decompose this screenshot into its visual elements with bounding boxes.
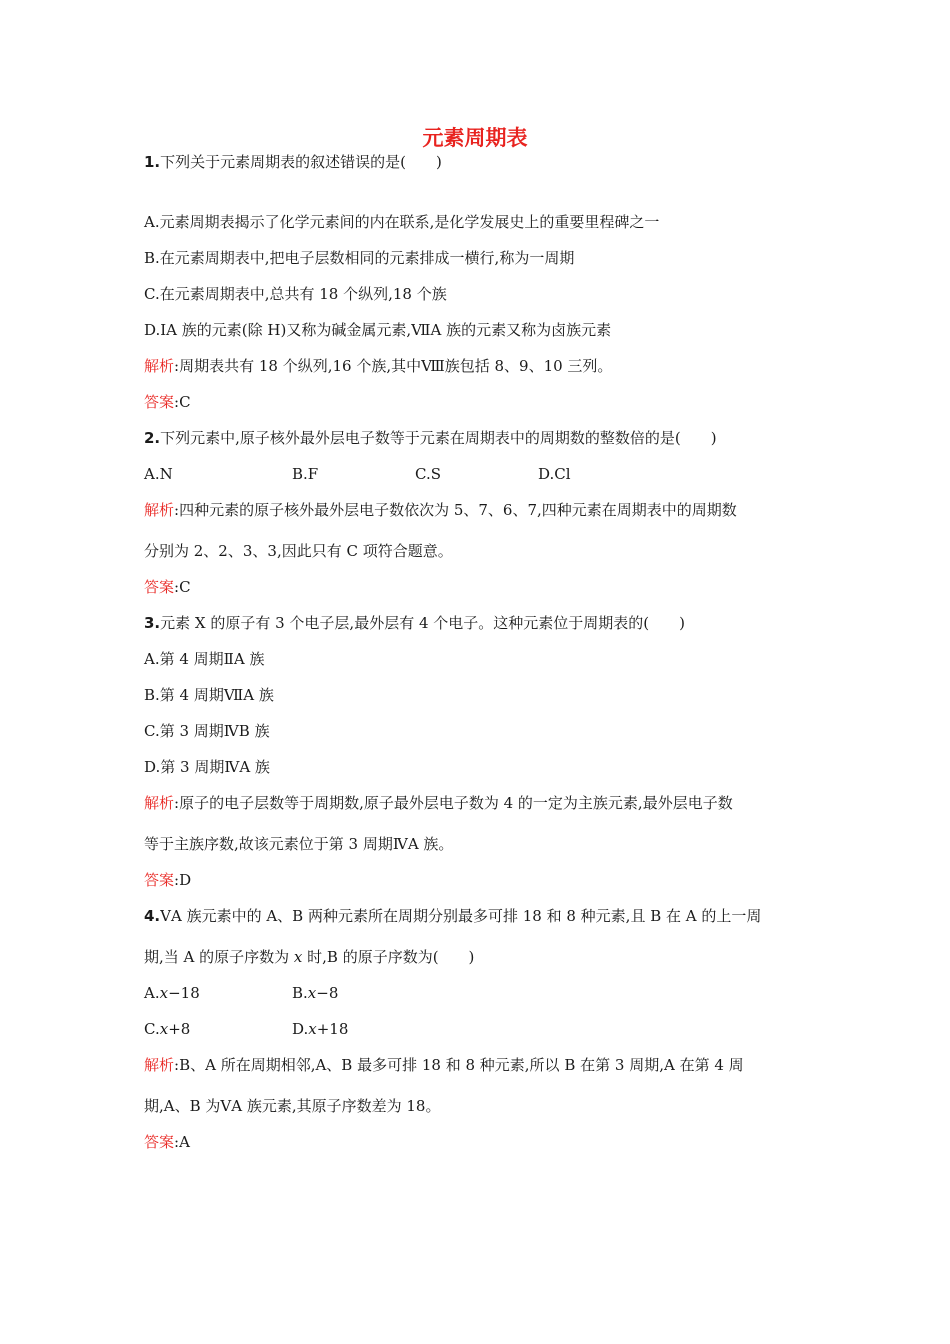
question-4-text-2a: 期,当 A 的原子序数为 bbox=[144, 948, 294, 966]
answer-label: 答案 bbox=[144, 578, 175, 596]
option-value: −18 bbox=[168, 984, 200, 1002]
question-2-text: 下列元素中,原子核外最外层电子数等于元素在周期表中的周期数的整数倍的是( ) bbox=[160, 429, 717, 447]
q2-option-a: A.N bbox=[144, 465, 173, 483]
variable-x: x bbox=[307, 984, 317, 1002]
q3-answer-text: :D bbox=[174, 871, 192, 889]
q1-option-a: A.元素周期表揭示了化学元素间的内在联系,是化学发展史上的重要里程碑之一 bbox=[144, 213, 660, 231]
q3-analysis-text-1: :原子的电子层数等于周期数,原子最外层电子数为 4 的一定为主族元素,最外层电子数 bbox=[174, 794, 733, 812]
q2-analysis-line-2: 分别为 2、2、3、3,因此只有 C 项符合题意。 bbox=[144, 542, 453, 560]
variable-x: x bbox=[293, 948, 303, 966]
q4-option-a bbox=[144, 983, 200, 1003]
q4-option-c bbox=[144, 1019, 190, 1039]
q1-answer-text: :C bbox=[174, 393, 191, 411]
option-letter: C. bbox=[144, 1020, 160, 1038]
q3-analysis-line-1 bbox=[144, 793, 733, 813]
q1-option-b: B.在元素周期表中,把电子层数相同的元素排成一横行,称为一周期 bbox=[144, 249, 575, 267]
answer-label: 答案 bbox=[144, 871, 175, 889]
question-4-number: 4. bbox=[144, 907, 161, 925]
analysis-label: 解析 bbox=[144, 501, 175, 519]
q1-analysis bbox=[144, 356, 612, 376]
variable-x: x bbox=[308, 1020, 317, 1038]
option-letter: B. bbox=[292, 984, 308, 1002]
question-1-text: 下列关于元素周期表的叙述错误的是( ) bbox=[160, 153, 442, 171]
question-3-text: 元素 X 的原子有 3 个电子层,最外层有 4 个电子。这种元素位于周期表的( ) bbox=[160, 614, 685, 632]
q3-option-d: D.第 3 周期ⅣA 族 bbox=[144, 758, 270, 776]
q4-option-b bbox=[292, 983, 338, 1003]
option-letter: A. bbox=[144, 984, 160, 1002]
page-title: 元素周期表 bbox=[422, 126, 528, 150]
analysis-label: 解析 bbox=[144, 357, 175, 375]
variable-x: x bbox=[159, 1020, 169, 1038]
q3-option-a: A.第 4 周期ⅡA 族 bbox=[144, 650, 265, 668]
q4-option-d bbox=[292, 1019, 348, 1039]
q1-option-d: D.ⅠA 族的元素(除 H)又称为碱金属元素,ⅦA 族的元素又称为卤族元素 bbox=[144, 321, 612, 339]
q4-answer-text: :A bbox=[174, 1133, 190, 1151]
q3-option-c: C.第 3 周期ⅣB 族 bbox=[144, 722, 270, 740]
option-letter: D. bbox=[292, 1020, 309, 1038]
q4-analysis-line-2: 期,A、B 为ⅤA 族元素,其原子序数差为 18。 bbox=[144, 1097, 441, 1115]
question-4-text-2b: 时,B 的原子序数为( ) bbox=[302, 948, 475, 966]
q4-answer bbox=[144, 1132, 190, 1152]
q2-analysis-line-1 bbox=[144, 500, 737, 520]
q2-analysis-text-1: :四种元素的原子核外最外层电子数依次为 5、7、6、7,四种元素在周期表中的周期数 bbox=[174, 501, 737, 519]
question-1-stem bbox=[144, 152, 442, 172]
question-4-stem-line-2 bbox=[144, 947, 474, 967]
question-3-number: 3. bbox=[144, 614, 161, 632]
analysis-label: 解析 bbox=[144, 794, 175, 812]
q4-analysis-line-1 bbox=[144, 1055, 744, 1075]
q1-analysis-text: :周期表共有 18 个纵列,16 个族,其中Ⅷ族包括 8、9、10 三列。 bbox=[174, 357, 613, 375]
q3-analysis-line-2: 等于主族序数,故该元素位于第 3 周期ⅣA 族。 bbox=[144, 835, 454, 853]
q4-analysis-text-1: :B、A 所在周期相邻,A、B 最多可排 18 和 8 种元素,所以 B 在第 3 周期,A 在第 4 周 bbox=[174, 1056, 744, 1074]
q2-answer-text: :C bbox=[174, 578, 191, 596]
analysis-label: 解析 bbox=[144, 1056, 175, 1074]
answer-label: 答案 bbox=[144, 1133, 175, 1151]
question-4-stem-line-1 bbox=[144, 906, 761, 926]
q2-option-d: D.Cl bbox=[538, 465, 571, 483]
option-value: −8 bbox=[316, 984, 339, 1002]
q2-option-b: B.F bbox=[292, 465, 319, 483]
variable-x: x bbox=[159, 984, 169, 1002]
option-value: +8 bbox=[168, 1020, 191, 1038]
q2-option-c: C.S bbox=[415, 465, 441, 483]
option-value: +18 bbox=[316, 1020, 349, 1038]
q2-answer bbox=[144, 577, 191, 597]
question-3-stem bbox=[144, 613, 685, 633]
q1-option-c: C.在元素周期表中,总共有 18 个纵列,18 个族 bbox=[144, 285, 447, 303]
q3-answer bbox=[144, 870, 191, 890]
question-2-number: 2. bbox=[144, 429, 161, 447]
q3-option-b: B.第 4 周期ⅦA 族 bbox=[144, 686, 274, 704]
question-2-stem bbox=[144, 428, 717, 448]
question-1-number: 1. bbox=[144, 153, 161, 171]
q1-answer bbox=[144, 392, 191, 412]
answer-label: 答案 bbox=[144, 393, 175, 411]
question-4-text-1: ⅤA 族元素中的 A、B 两种元素所在周期分别最多可排 18 和 8 种元素,且 B 在 A 的上一周 bbox=[160, 907, 762, 925]
